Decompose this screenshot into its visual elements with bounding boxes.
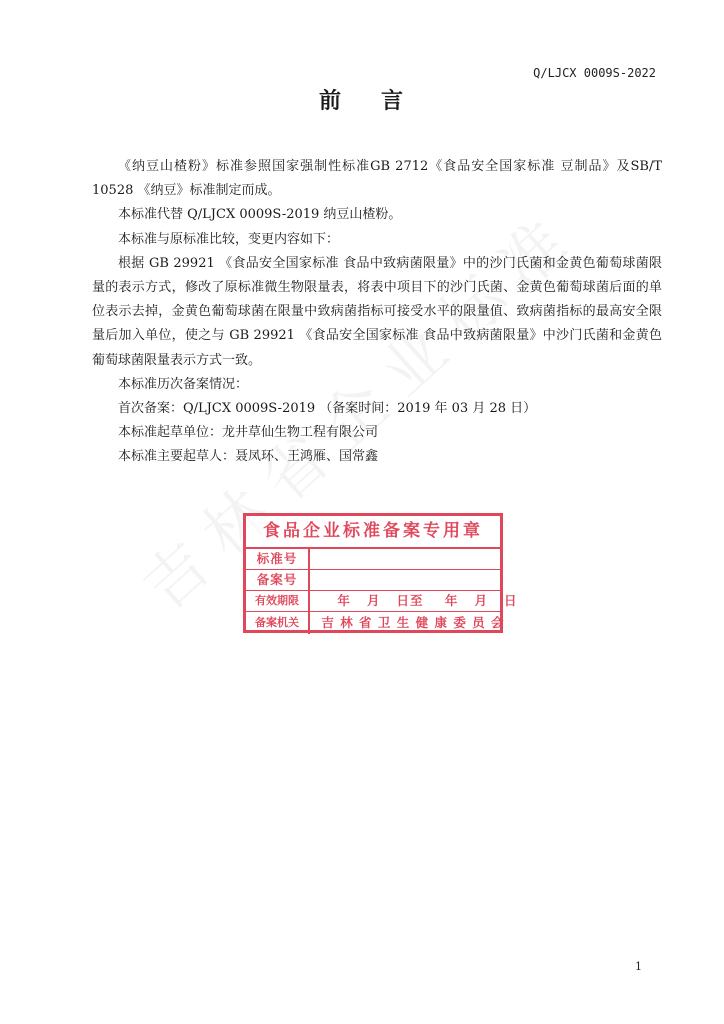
paragraph: 首次备案：Q/LJCX 0009S-2019 （备案时间：2019 年 03 月 28 日） [118, 401, 537, 417]
stamp-row [246, 612, 505, 634]
paragraph: 根据 GB 29921 《食品安全国家标准 食品中致病菌限量》中的沙门氏菌和金黄色葡萄球菌限量的表示方式，修改了原标准微生物限量表，将表中项目下的沙门氏菌、金黄色葡萄球菌后面的单位表示去掉，金黄色葡萄球菌在限量中致病菌指标可接受水平的限量值、致病菌指标的最高安全限量后加入单位，使之与 GB 29921 《食品安全国家标准 食品中致病菌限量》中沙门氏菌和金黄色葡萄球菌限量表示方式一致。 [92, 255, 662, 368]
stamp-row [246, 570, 500, 591]
paragraph: 本标准起草单位：龙井草仙生物工程有限公司 [118, 425, 379, 441]
stamp-value [310, 570, 500, 590]
stamp-row [246, 591, 518, 612]
stamp-label: 标准号 [246, 549, 310, 569]
page-title [0, 84, 724, 115]
stamp-label: 备案号 [246, 570, 310, 590]
stamp-row [246, 549, 500, 570]
stamp-value: 年 月 日至 年 月 日 [316, 593, 518, 608]
paragraph: 《纳豆山楂粉》标准参照国家强制性标准GB 2712《食品安全国家标准 豆制品》及SB/T 10528 《纳豆》标准制定而成。 [92, 159, 662, 199]
paragraph: 本标准与原标准比较，变更内容如下： [118, 231, 340, 247]
page-number: 1 [635, 960, 642, 973]
filing-stamp [243, 513, 518, 633]
paragraph: 本标准历次备案情况： [118, 376, 249, 392]
document-code: Q/LJCX 0009S-2022 [533, 66, 656, 80]
paragraph: 本标准主要起草人：聂凤环、王鸿雁、国常鑫 [118, 449, 379, 465]
stamp-value [310, 549, 500, 569]
title-char-left: 前 [318, 89, 343, 114]
stamp-label: 备案机关 [246, 612, 310, 634]
paragraph: 本标准代替 Q/LJCX 0009S-2019 纳豆山楂粉。 [118, 207, 402, 223]
stamp-title: 食品企业标准备案专用章 [246, 516, 500, 549]
stamp-label: 有效期限 [246, 591, 310, 611]
stamp-value: 吉 林 省 卫 生 健 康 委 员 会 [316, 615, 505, 630]
title-char-right: 言 [381, 89, 406, 114]
